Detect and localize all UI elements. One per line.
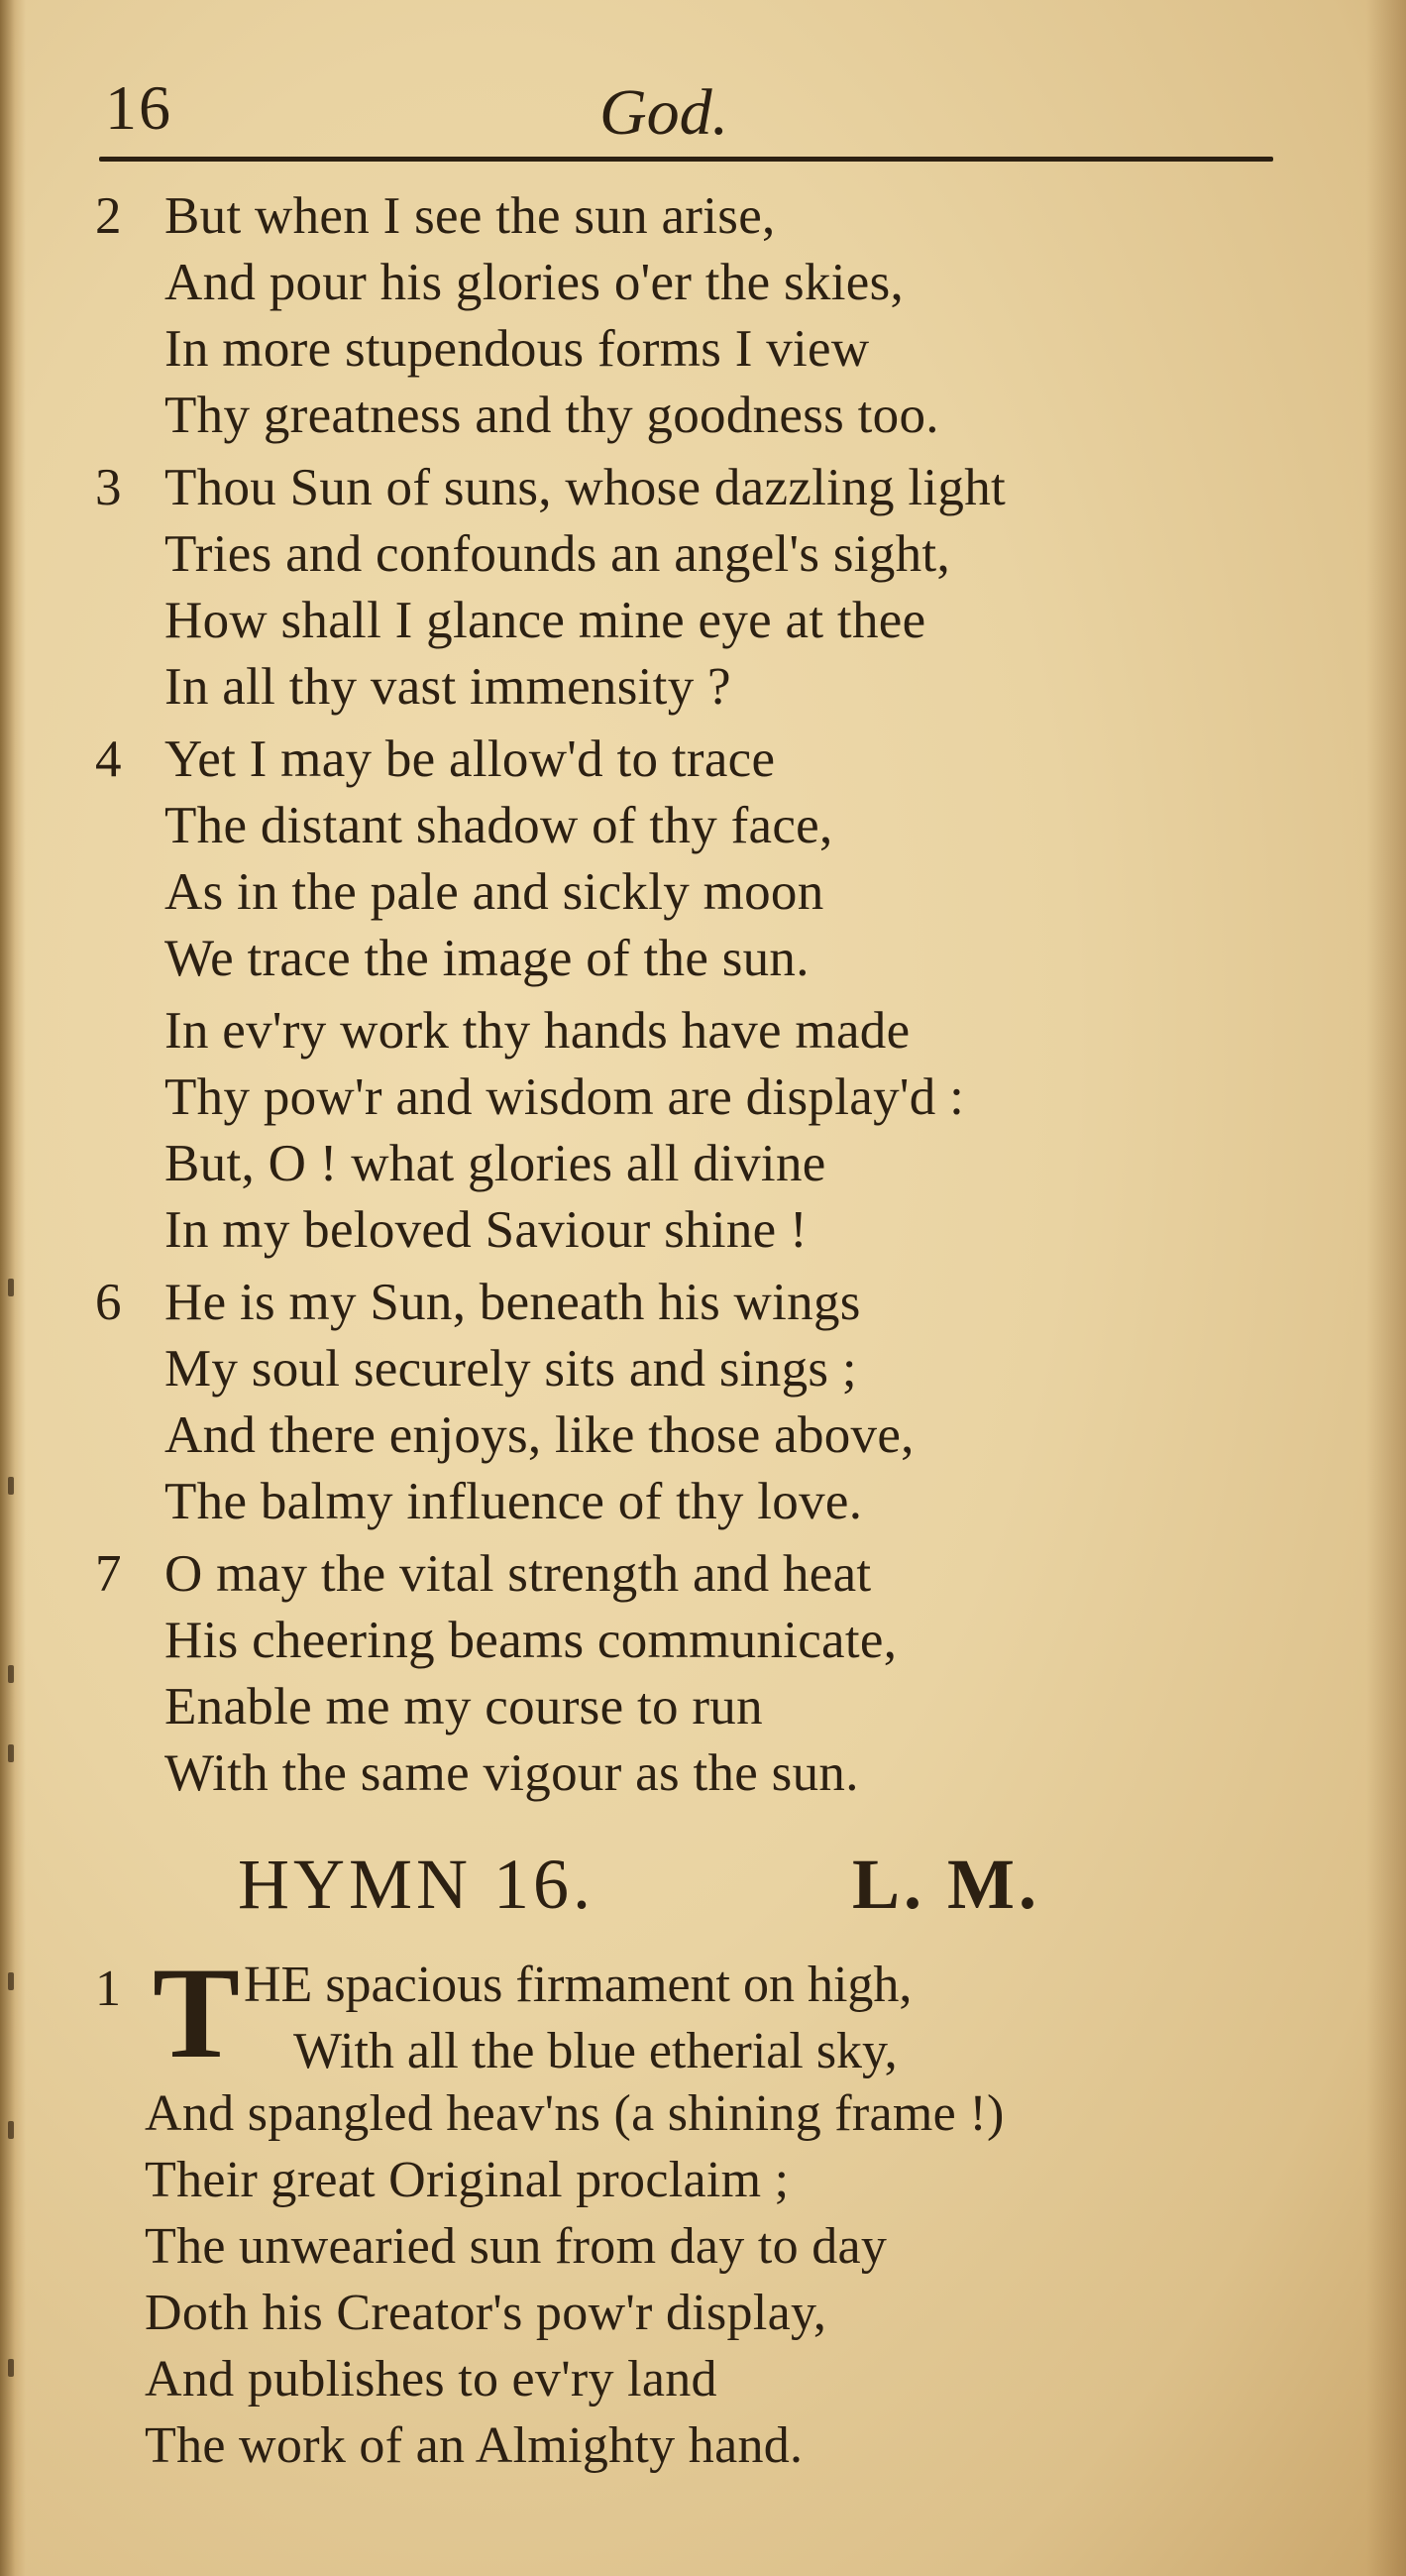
line-text: The work of an Almighty hand. xyxy=(145,2417,804,2474)
stanza-line xyxy=(95,793,1284,859)
line-text: His cheering beams communicate, xyxy=(164,1612,898,1669)
stanza-2 xyxy=(95,183,1284,449)
stanza-3 xyxy=(95,455,1284,721)
line-text: O may the vital strength and heat xyxy=(164,1545,872,1603)
stanza-line xyxy=(95,1270,1284,1336)
line-text: The balmy influence of thy love. xyxy=(164,1473,863,1530)
stanza-line xyxy=(95,727,1284,793)
line-text: We trace the image of the sun. xyxy=(164,930,810,987)
stanza-7 xyxy=(95,1541,1284,1807)
margin-mark xyxy=(8,2359,14,2377)
stanza-line xyxy=(95,2280,1304,2346)
margin-mark xyxy=(8,1744,14,1762)
line-text: In my beloved Saviour shine ! xyxy=(164,1201,808,1259)
drop-cap: T xyxy=(153,1940,241,2085)
line-text: He is my Sun, beneath his wings xyxy=(164,1274,861,1331)
line-text: Tries and confounds an angel's sight, xyxy=(164,525,951,583)
running-title: God. xyxy=(599,76,729,149)
stanza-line xyxy=(95,1336,1284,1402)
hymn-16-heading xyxy=(238,1844,1130,1933)
stanza-line xyxy=(95,2346,1304,2412)
stanza-line xyxy=(95,1541,1284,1608)
hymn-title: HYMN 16. xyxy=(238,1845,595,1924)
stanza-line xyxy=(95,1469,1284,1535)
page-header xyxy=(99,61,1229,151)
stanza-line xyxy=(95,998,1284,1064)
hymn-meter: L. M. xyxy=(852,1845,1040,1924)
hymn-16-body xyxy=(95,1940,1304,2479)
line-text: My soul securely sits and sings ; xyxy=(164,1340,857,1398)
stanza-line xyxy=(95,2147,1304,2213)
stanza-line xyxy=(95,383,1284,449)
line-text: Thy pow'r and wisdom are display'd : xyxy=(164,1068,965,1126)
second-line: With all the blue etherial sky, xyxy=(293,2023,898,2079)
stanza-line xyxy=(95,859,1284,926)
line-text: Yet I may be allow'd to trace xyxy=(164,730,776,788)
stanza-line xyxy=(95,183,1284,250)
line-text: The unwearied sun from day to day xyxy=(145,2218,888,2275)
stanza-number: 1 xyxy=(95,1960,121,2017)
margin-mark xyxy=(8,1972,14,1990)
hymn-15-body xyxy=(95,183,1284,1807)
stanza-line xyxy=(95,588,1284,654)
stanza-line xyxy=(95,1674,1284,1740)
stanza-line xyxy=(95,316,1284,383)
margin-mark xyxy=(8,2121,14,2139)
margin-mark xyxy=(8,1477,14,1495)
stanza-line xyxy=(95,1608,1284,1674)
line-text: In all thy vast immensity ? xyxy=(164,658,731,716)
stanza-number: 4 xyxy=(95,730,122,788)
line-text: Doth his Creator's pow'r display, xyxy=(145,2285,827,2341)
line-text: Their great Original proclaim ; xyxy=(145,2152,790,2208)
stanza-line xyxy=(95,2412,1304,2479)
stanza-line xyxy=(95,1402,1284,1469)
stanza-line xyxy=(95,1131,1284,1197)
page-number: 16 xyxy=(105,72,172,143)
line-text: With the same vigour as the sun. xyxy=(164,1744,859,1802)
stanza-6 xyxy=(95,1270,1284,1535)
stanza-5 xyxy=(95,998,1284,1264)
margin-mark xyxy=(8,1279,14,1296)
stanza-line xyxy=(95,250,1284,316)
stanza-line xyxy=(95,1064,1284,1131)
line-text: And pour his glories o'er the skies, xyxy=(164,254,905,311)
stanza-line xyxy=(95,1197,1284,1264)
first-line-rest: HE spacious firmament on high, xyxy=(244,1957,913,2013)
line-text: But when I see the sun arise, xyxy=(164,187,776,245)
stanza-4 xyxy=(95,727,1284,992)
stanza-number: 2 xyxy=(95,187,122,245)
stanza-line xyxy=(95,654,1284,721)
line-text: But, O ! what glories all divine xyxy=(164,1135,826,1192)
line-text: In ev'ry work thy hands have made xyxy=(164,1002,911,1060)
stanza-line xyxy=(95,926,1284,992)
stanza-number: 3 xyxy=(95,459,122,516)
header-rule xyxy=(99,157,1273,162)
line-text: As in the pale and sickly moon xyxy=(164,863,824,921)
margin-mark xyxy=(8,1665,14,1683)
stanza-line xyxy=(95,2080,1304,2147)
line-text: The distant shadow of thy face, xyxy=(164,797,833,854)
stanza-number: 6 xyxy=(95,1274,122,1331)
line-text: And spangled heav'ns (a shining frame !) xyxy=(145,2085,1005,2142)
stanza-line xyxy=(95,1740,1284,1807)
stanza-line xyxy=(95,521,1284,588)
line-text: Enable me my course to run xyxy=(164,1678,763,1736)
line-text: Thy greatness and thy goodness too. xyxy=(164,387,939,444)
line-text: And there enjoys, like those above, xyxy=(164,1406,915,1464)
line-text: In more stupendous forms I view xyxy=(164,320,870,378)
stanza-number: 7 xyxy=(95,1545,122,1603)
stanza-line xyxy=(95,455,1284,521)
line-text: Thou Sun of suns, whose dazzling light xyxy=(164,459,1007,516)
line-text: And publishes to ev'ry land xyxy=(145,2351,717,2408)
stanza-line xyxy=(95,2213,1304,2280)
line-text: How shall I glance mine eye at thee xyxy=(164,592,926,649)
first-lines xyxy=(95,1940,1304,2085)
